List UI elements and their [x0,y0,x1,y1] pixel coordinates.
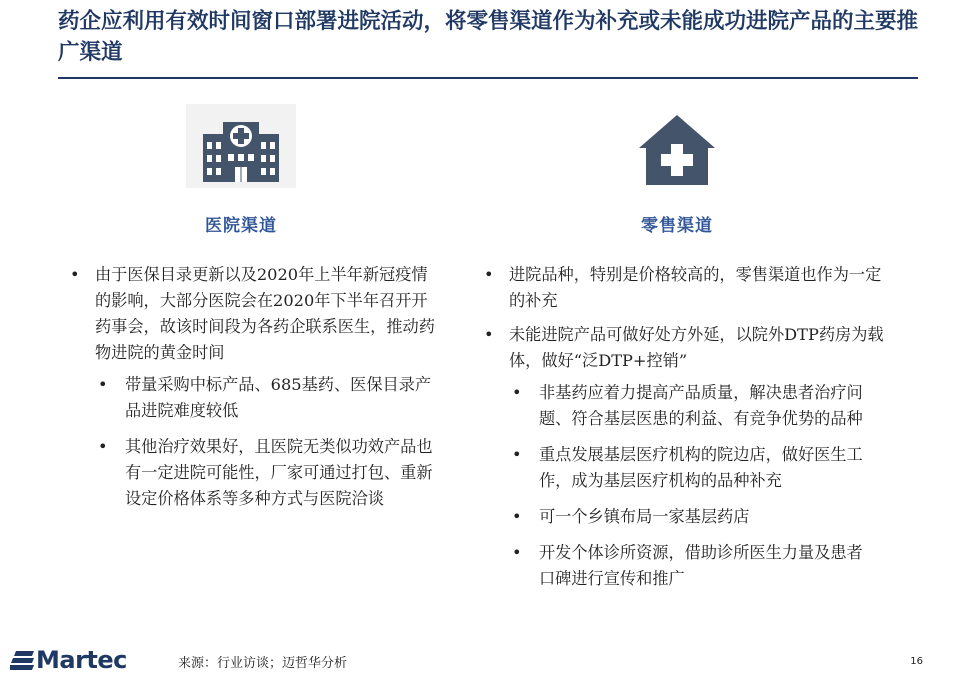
pharmacy-house-cross-icon [636,112,718,192]
hospital-building-icon [186,104,296,192]
bullet-text: 进院品种，特别是价格较高的，零售渠道也作为一定的补充 [509,265,882,310]
retail-channel-heading: 零售渠道 [641,216,713,236]
sub-bullet-list [509,380,864,592]
list-item: • 重点发展基层医疗机构的院边店，做好医生工作，成为基层医疗机构的品种补充 [509,442,864,494]
logo-text: Martec [36,646,127,674]
page-title: 药企应利用有效时间窗口部署进院活动，将零售渠道作为补充或未能成功进院产品的主要推广渠道 [58,9,919,65]
martec-logo-mark-icon [10,649,34,671]
list-item [472,322,892,592]
list-item: • 带量采购中标产品、685基药、医保目录产品进院难度较低 [95,372,443,424]
bullet-text: 由于医保目录更新以及2020年上半年新冠疫情的影响，大部分医院会在2020年下半年召开开药事会，故该时间段为各药企联系医生，推动药物进院的黄金时间 [95,265,435,362]
list-item: • 可一个乡镇布局一家基层药店 [509,504,864,530]
hospital-bullet-list [58,262,443,522]
retail-bullet-list [472,262,892,602]
title-divider [58,77,918,79]
bullet-text: 未能进院产品可做好处方外延，以院外DTP药房为载体，做好“泛DTP+控销” [509,325,884,370]
list-item: • 非基药应着力提高产品质量，解决患者治疗问题、符合基层医患的利益、有竞争优势的品种 [509,380,864,432]
list-item: • 其他治疗效果好，且医院无类似功效产品也有一定进院可能性，厂家可通过打包、重新设定价格体系等多种方式与医院洽谈 [95,434,443,512]
page-number: 16 [910,656,923,667]
sub-bullet-list [95,372,443,512]
hospital-channel-heading: 医院渠道 [205,216,277,236]
martec-logo [10,645,127,675]
source-note: 来源：行业访谈；迈哲华分析 [178,656,348,671]
list-item: • 开发个体诊所资源，借助诊所医生力量及患者口碑进行宣传和推广 [509,540,864,592]
list-item [58,262,443,512]
list-item [472,262,892,314]
